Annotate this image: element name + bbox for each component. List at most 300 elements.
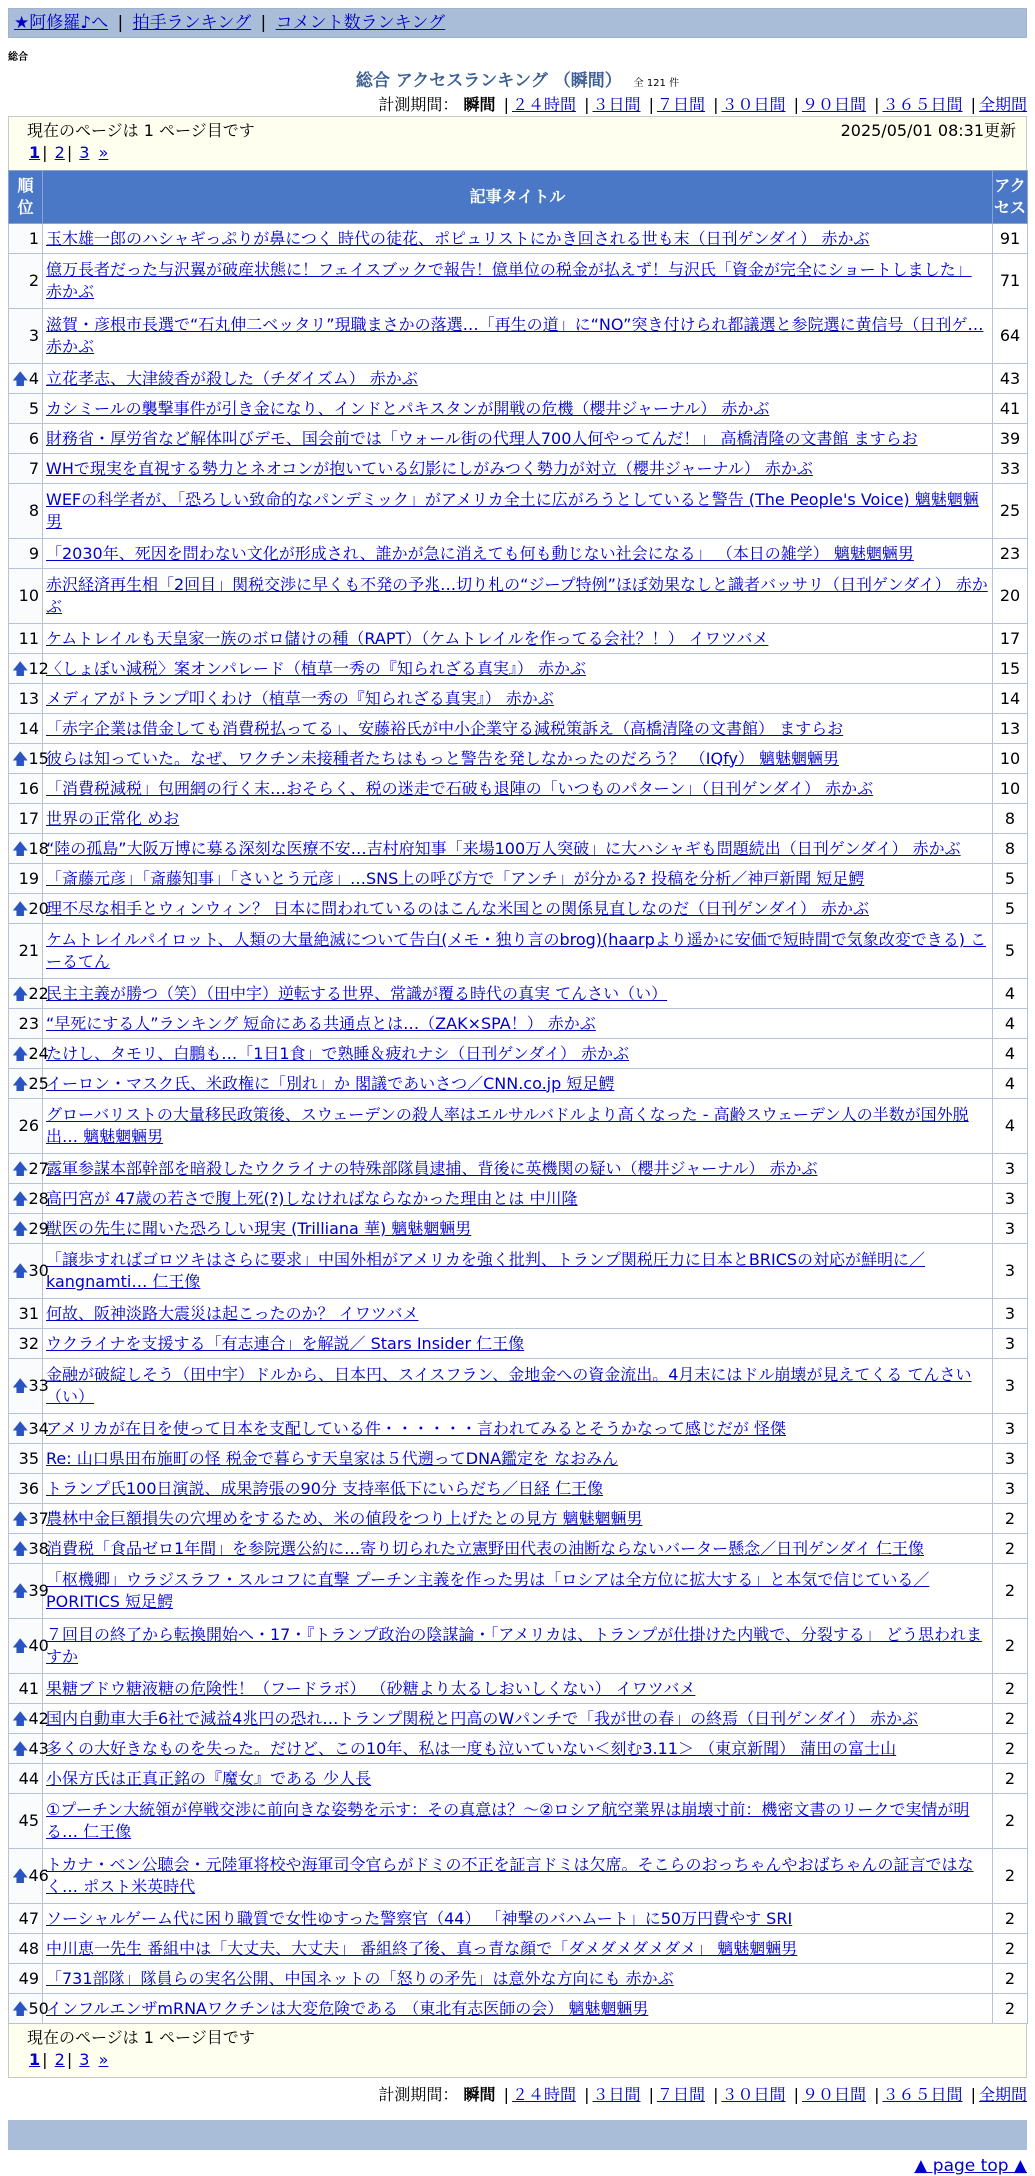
access-count: 23: [993, 539, 1028, 569]
rank-number: 19: [18, 868, 39, 888]
page-link-2[interactable]: 2: [54, 2050, 65, 2069]
title-cell: [43, 1474, 993, 1504]
rank-number: 23: [18, 1013, 39, 1033]
access-count: 2: [993, 1794, 1028, 1849]
rank-cell: [9, 394, 43, 424]
rank-up-arrow-icon: 🡅: [12, 748, 29, 768]
rank-number: 33: [28, 1376, 49, 1395]
rank-cell: [9, 484, 43, 539]
next-page-link[interactable]: »: [98, 143, 109, 162]
table-row: [9, 1619, 1028, 1674]
rank-column-header: 順位: [9, 171, 43, 224]
rank-number: 21: [18, 941, 39, 960]
title-cell: [43, 979, 993, 1009]
rank-cell: [9, 744, 49, 774]
table-row: [9, 1564, 1028, 1619]
table-row: [9, 1444, 1028, 1474]
rank-number: 4: [28, 368, 39, 388]
article-title-link[interactable]: ソーシャルゲーム代に困り職質で女性ゆすった警察官（44） 「神撃のバハムート」に50万円費やす SRI: [46, 1908, 793, 1928]
access-count: 43: [993, 364, 1028, 394]
article-title-link[interactable]: 露軍参謀本部幹部を暗殺したウクライナの特殊部隊員逮捕、背後に英機関の疑い（櫻井ジャーナル） 赤かぶ: [46, 1158, 818, 1178]
rank-cell: [9, 979, 49, 1009]
article-title-link[interactable]: 「731部隊」隊員らの実名公開、中国ネットの「怒りの矛先」は意外な方向にも 赤かぶ: [46, 1968, 674, 1988]
rank-cell: [9, 1099, 43, 1154]
rank-cell: [9, 1009, 43, 1039]
table-row: [9, 894, 1028, 924]
article-title-link[interactable]: 〈しょぼい減税〉案オンパレード（植草一秀の『知られざる真実』） 赤かぶ: [46, 658, 586, 678]
access-count: 2: [993, 1734, 1028, 1764]
rank-number: 42: [28, 1708, 49, 1728]
article-title-link[interactable]: ケムトレイルも天皇家一族のボロ儲けの種（RAPT）（ケムトレイルを作ってる会社？！） イワツバメ: [46, 628, 769, 648]
article-title-link[interactable]: ケムトレイルパイロット、人類の大量絶滅について告白(メモ・独り言のbrog)(haarpより遥かに安価で短時間で気象改変できる) こーるてん: [46, 930, 987, 971]
title-cell: [43, 1154, 993, 1184]
access-count: 39: [993, 424, 1028, 454]
access-count: 2: [993, 1904, 1028, 1934]
title-cell: [43, 744, 993, 774]
rank-cell: [9, 1214, 49, 1244]
access-count: 8: [993, 804, 1028, 834]
rank-up-arrow-icon: 🡅: [12, 1218, 29, 1238]
footer-bar: [8, 2120, 1027, 2150]
title-cell: [43, 1444, 993, 1474]
article-title-link[interactable]: カシミールの襲撃事件が引き金になり、インドとパキスタンが開戦の危機（櫻井ジャーナル） 赤かぶ: [46, 398, 770, 418]
access-count: 2: [993, 1764, 1028, 1794]
table-row: [9, 1154, 1028, 1184]
article-title-link[interactable]: WEFの科学者が、「恐ろしい致命的なパンデミック」がアメリカ全土に広がろうとしていると警告 (The People's Voice) 魑魅魍魎男: [46, 490, 979, 531]
title-cell: [43, 624, 993, 654]
rank-up-arrow-icon: 🡅: [12, 1261, 29, 1280]
article-title-link[interactable]: “早死にする人”ランキング 短命にある共通点とは…（ZAK×SPA！） 赤かぶ: [46, 1013, 596, 1033]
rank-number: 45: [18, 1811, 39, 1830]
rank-cell: [9, 1964, 43, 1994]
rank-number: 14: [18, 718, 39, 738]
access-count: 3: [993, 1214, 1028, 1244]
article-title-link[interactable]: 「赤字企業は借金しても消費税払ってる」、安藤裕氏が中小企業守る減税策訴え（高橋清隆の文書館） ますらお: [46, 718, 844, 738]
title-cell: [43, 894, 993, 924]
rank-number: 17: [18, 808, 39, 828]
title-cell: [43, 1994, 993, 2024]
access-count: 14: [993, 684, 1028, 714]
title-cell: [43, 1764, 993, 1794]
article-title-link[interactable]: 彼らは知っていた。なぜ、ワクチン未接種者たちはもっと警告を発しなかったのだろう？ （IQfy） 魑魅魍魎男: [46, 748, 840, 768]
period-link-90d[interactable]: ９０日間: [801, 2085, 866, 2104]
table-row: [9, 1069, 1028, 1099]
period-selector-top: 計測期間： 瞬間 | ２４時間 | ３日間 | ７日間 | ３０日間 | ９０日間 | ３６５日間 | 全期間: [378, 95, 1027, 114]
article-title-link[interactable]: 獣医の先生に聞いた恐ろしい現実 (Trilliana 華) 魑魅魍魎男: [46, 1218, 472, 1238]
access-count: 4: [993, 1039, 1028, 1069]
article-title-link[interactable]: 金融が破綻しそう（田中宇）ドルから、日本円、スイスフラン、金地金への資金流出。4月末にはドル崩壊が見えてくる てんさい（い）: [46, 1365, 972, 1406]
access-count: 3: [993, 1444, 1028, 1474]
table-row: [9, 804, 1028, 834]
table-row: [9, 1934, 1028, 1964]
article-title-link[interactable]: 玉木雄一郎のハシャギっぷりが鼻につく 時代の徒花、ポピュリストにかき回される世も末（日刊ゲンダイ） 赤かぶ: [46, 228, 870, 248]
rank-number: 37: [28, 1508, 49, 1528]
article-title-link[interactable]: 理不尽な相手とウィンウィン？ 日本に問われているのはこんな米国との関係見直しなのだ（日刊ゲンダイ） 赤かぶ: [46, 898, 869, 918]
page-title: 総合 アクセスランキング （瞬間）: [355, 71, 622, 91]
rank-number: 49: [18, 1968, 39, 1988]
rank-number: 18: [28, 838, 49, 858]
table-row: [9, 1244, 1028, 1299]
article-title-link[interactable]: 世界の正常化 めお: [46, 808, 180, 828]
period-current: 瞬間: [463, 95, 496, 114]
table-row: [9, 454, 1028, 484]
period-link-30d[interactable]: ３０日間: [721, 2085, 786, 2104]
rank-cell: [9, 1504, 49, 1534]
period-selector-bottom: 計測期間： 瞬間 | ２４時間 | ３日間 | ７日間 | ３０日間 | ９０日間 | ３６５日間 | 全期間: [378, 2085, 1027, 2104]
access-count: 10: [993, 774, 1028, 804]
table-row: [9, 1904, 1028, 1934]
rank-cell: [9, 424, 43, 454]
table-row: [9, 684, 1028, 714]
updated-timestamp: 2025/05/01 08:31更新: [840, 121, 1016, 140]
title-cell: [43, 224, 993, 254]
table-row: [9, 1214, 1028, 1244]
table-row: [9, 774, 1028, 804]
period-link-365d[interactable]: ３６５日間: [882, 95, 963, 114]
page-link-1[interactable]: 1: [29, 143, 41, 162]
title-cell: [43, 714, 993, 744]
page-top-link[interactable]: ▲ page top ▲: [914, 2156, 1027, 2176]
article-title-link[interactable]: 何故、阪神淡路大震災は起こったのか？ イワツバメ: [46, 1303, 419, 1323]
rank-number: 48: [18, 1938, 39, 1958]
rank-cell: [9, 924, 43, 979]
access-count: 3: [993, 1414, 1028, 1444]
period-label: 計測期間：: [378, 2085, 459, 2104]
article-title-link[interactable]: 果糖ブドウ糖液糖の危険性！（フードラボ） （砂糖より太るしおいしくない） イワツバメ: [46, 1678, 696, 1698]
nav-separator: |: [260, 13, 267, 33]
article-title-link[interactable]: 赤沢経済再生相「2回目」関税交渉に早くも不発の予兆…切り札の“ジープ特例”ほぼ効果なしと識者バッサリ（日刊ゲンダイ） 赤かぶ: [46, 575, 988, 616]
article-title-link[interactable]: 中川恵一先生 番組中は「大丈夫、大丈夫」 番組終了後、真っ青な顔で「ダメダメダメダメ」 魑魅魍魎男: [46, 1938, 798, 1958]
title-cell: [43, 864, 993, 894]
access-count: 3: [993, 1474, 1028, 1504]
rank-cell: [9, 1674, 43, 1704]
article-title-link[interactable]: トカナ・ベン公聴会・元陸軍将校や海軍司令官らがドミの不正を証言ドミは欠席。そこらのおっちゃんやおばちゃんの証言ではなく… ポスト米英時代: [46, 1855, 974, 1896]
table-row: [9, 654, 1028, 684]
title-cell: [43, 364, 993, 394]
page-link-3[interactable]: 3: [79, 143, 90, 162]
title-cell: [43, 254, 993, 309]
ranking-table: [8, 170, 1028, 2024]
table-header-row: [9, 171, 1028, 224]
table-row: [9, 1764, 1028, 1794]
rank-up-arrow-icon: 🡅: [12, 1738, 29, 1758]
rank-up-arrow-icon: 🡅: [12, 368, 29, 388]
period-link-30d[interactable]: ３０日間: [721, 95, 786, 114]
rank-cell: [9, 1794, 43, 1849]
access-count: 4: [993, 1099, 1028, 1154]
access-count: 2: [993, 1934, 1028, 1964]
rank-number: 24: [28, 1043, 49, 1063]
page: [0, 8, 1035, 2176]
access-count: 2: [993, 1849, 1028, 1904]
article-title-link[interactable]: トランプ氏100日演説、成果誇張の90分 支持率低下にいらだち／日経 仁王像: [46, 1478, 604, 1498]
access-count: 25: [993, 484, 1028, 539]
rank-cell: [9, 254, 43, 309]
title-cell: [43, 1359, 993, 1414]
rank-number: 9: [28, 543, 39, 563]
table-row: [9, 224, 1028, 254]
access-count: 2: [993, 1504, 1028, 1534]
title-cell: [43, 1964, 993, 1994]
period-link-3d[interactable]: ３日間: [592, 2085, 641, 2104]
rank-up-arrow-icon: 🡅: [12, 1508, 29, 1528]
rank-up-arrow-icon: 🡅: [12, 1866, 29, 1885]
rank-number: 12: [28, 658, 49, 678]
rank-cell: [9, 1359, 49, 1414]
period-current: 瞬間: [463, 2085, 496, 2104]
article-title-link[interactable]: たけし、タモリ、白鵬も…「1日1食」で熟睡＆疲れナシ（日刊ゲンダイ） 赤かぶ: [46, 1043, 630, 1063]
article-title-link[interactable]: 「2030年、死因を問わない文化が形成され、誰かが急に消えても何も動じない社会になる」 （本日の雑学） 魑魅魍魎男: [46, 543, 914, 563]
table-row: [9, 254, 1028, 309]
rank-number: 20: [28, 898, 49, 918]
pager-bottom: 1 | 2 | 3 »: [29, 2050, 109, 2069]
table-row: [9, 1674, 1028, 1704]
rank-number: 5: [28, 398, 39, 418]
title-cell: [43, 1214, 993, 1244]
rank-number: 15: [28, 748, 49, 768]
access-count: 8: [993, 834, 1028, 864]
rank-up-arrow-icon: 🡅: [12, 1636, 29, 1655]
article-title-link[interactable]: 消費税「食品ゼロ1年間」を参院選公約に…寄り切られた立憲野田代表の油断ならないバーター懸念／日刊ゲンダイ 仁王像: [46, 1538, 924, 1558]
rank-number: 47: [18, 1908, 39, 1928]
rank-cell: [9, 539, 43, 569]
article-title-link[interactable]: メディアがトランプ叩くわけ（植草一秀の『知られざる真実』） 赤かぶ: [46, 688, 554, 708]
article-title-link[interactable]: グローバリストの大量移民政策後、スウェーデンの殺人率はエルサルバドルより高くなった - 高齢スウェーデン人の半数が国外脱出… 魑魅魍魎男: [46, 1105, 969, 1146]
article-title-link[interactable]: 立花孝志、大津綾香が殺した（チダイズム） 赤かぶ: [46, 368, 418, 388]
period-link-365d[interactable]: ３６５日間: [882, 2085, 963, 2104]
next-page-link[interactable]: »: [98, 2050, 109, 2069]
table-row: [9, 924, 1028, 979]
rank-cell: [9, 1734, 49, 1764]
rank-cell: [9, 1414, 49, 1444]
access-count: 2: [993, 1704, 1028, 1734]
rank-cell: [9, 684, 43, 714]
table-row: [9, 1704, 1028, 1734]
period-link-3d[interactable]: ３日間: [592, 95, 641, 114]
rank-cell: [9, 864, 43, 894]
table-row: [9, 1184, 1028, 1214]
article-title-link[interactable]: アメリカが在日を使って日本を支配している件・・・・・・言われてみるとそうかなって感じだが 怪傑: [46, 1418, 786, 1438]
rank-number: 32: [18, 1333, 39, 1353]
title-cell: [43, 774, 993, 804]
access-count: 2: [993, 1964, 1028, 1994]
rank-number: 3: [28, 326, 39, 345]
title-cell: [43, 684, 993, 714]
title-cell: [43, 539, 993, 569]
title-cell: [43, 654, 993, 684]
article-title-link[interactable]: 「斎藤元彦」「斎藤知事」「さいとう元彦」…SNS上の呼び方で「アンチ」が分かる? 投稿を分析／神戸新聞 短足鰐: [46, 868, 865, 888]
rank-cell: [9, 894, 49, 924]
rank-cell: [9, 364, 43, 394]
nav-separator: |: [117, 13, 124, 33]
rank-cell: [9, 1564, 49, 1619]
comment-ranking-link[interactable]: コメント数ランキング: [275, 13, 446, 33]
title-cell: [43, 1299, 993, 1329]
ashura-home-link[interactable]: ★阿修羅♪へ: [14, 13, 109, 33]
top-navigation-bar: [8, 8, 1027, 38]
article-title-link[interactable]: 農林中金巨額損失の穴埋めをするため、米の値段をつり上げたとの見方 魑魅魍魎男: [46, 1508, 643, 1528]
title-cell: [43, 309, 993, 364]
title-cell: [43, 1184, 993, 1214]
title-cell: [43, 1534, 993, 1564]
access-count: 64: [993, 309, 1028, 364]
rank-number: 34: [28, 1418, 49, 1438]
title-cell: [43, 1504, 993, 1534]
article-title-link[interactable]: 億万長者だった与沢翼が破産状態に！フェイスブックで報告！億単位の税金が払えず！与沢氏「資金が完全にショートしました」 赤かぶ: [46, 260, 972, 301]
article-title-link[interactable]: イーロン・マスク氏、米政権に「別れ」か 閣議であいさつ／CNN.co.jp 短足鰐: [46, 1073, 615, 1093]
article-title-link[interactable]: 民主主義が勝つ（笑）（田中宇）逆転する世界、常識が覆る時代の真実 てんさい（い）: [46, 983, 668, 1003]
article-title-link[interactable]: 「消費税減税」包囲網の行く末…おそらく、税の迷走で石破も退陣の「いつものパターン」（日刊ゲンダイ） 赤かぶ: [46, 778, 874, 798]
title-cell: [43, 1794, 993, 1849]
table-row: [9, 1474, 1028, 1504]
access-count: 5: [993, 864, 1028, 894]
title-cell: [43, 1009, 993, 1039]
access-count: 4: [993, 1069, 1028, 1099]
table-row: [9, 569, 1028, 624]
total-count: 全 121 件: [633, 78, 680, 89]
rank-cell: [9, 1764, 43, 1794]
access-count: 20: [993, 569, 1028, 624]
access-count: 3: [993, 1359, 1028, 1414]
access-count: 17: [993, 624, 1028, 654]
article-title-link[interactable]: 高円宮が 47歳の若さで腹上死(?)しなければならなかった理由とは 中川隆: [46, 1188, 578, 1208]
rank-up-arrow-icon: 🡅: [12, 1376, 29, 1395]
article-title-link[interactable]: WHで現実を直視する勢力とネオコンが抱いている幻影にしがみつく勢力が対立（櫻井ジャーナル） 赤かぶ: [46, 458, 813, 478]
rank-up-arrow-icon: 🡅: [12, 983, 29, 1003]
title-cell: [43, 1904, 993, 1934]
table-row: [9, 309, 1028, 364]
article-title-link[interactable]: ウクライナを支援する「有志連合」を解説／ Stars Insider 仁王像: [46, 1333, 525, 1353]
rank-cell: [9, 1994, 49, 2024]
ranking-table-body: [9, 224, 1028, 2024]
access-count: 4: [993, 1009, 1028, 1039]
table-row: [9, 539, 1028, 569]
rank-cell: [9, 1619, 49, 1674]
access-count: 91: [993, 224, 1028, 254]
ranking-heading: [0, 66, 1035, 91]
rank-cell: [9, 804, 43, 834]
table-row: [9, 1329, 1028, 1359]
period-link-7d[interactable]: ７日間: [656, 2085, 705, 2104]
access-count: 41: [993, 394, 1028, 424]
rank-cell: [9, 1329, 43, 1359]
page-info-top: [8, 116, 1027, 170]
rank-cell: [9, 224, 43, 254]
table-row: [9, 1994, 1028, 2024]
rank-number: 38: [28, 1538, 49, 1558]
access-column-header: アクセス: [993, 171, 1028, 224]
article-title-link[interactable]: 多くの大好きなものを失った。だけど、この10年、私は一度も泣いていない＜刻む3.11＞ （東京新聞） 蒲田の富士山: [46, 1738, 897, 1758]
rank-up-arrow-icon: 🡅: [12, 1581, 29, 1600]
rank-number: 22: [28, 983, 49, 1003]
title-cell: [43, 1934, 993, 1964]
period-link-all[interactable]: 全期間: [978, 2085, 1027, 2104]
table-row: [9, 864, 1028, 894]
rank-up-arrow-icon: 🡅: [12, 1538, 29, 1558]
page-link-3[interactable]: 3: [79, 2050, 90, 2069]
rank-cell: [9, 834, 49, 864]
table-row: [9, 744, 1028, 774]
article-title-link[interactable]: 小保方氏は正真正銘の『魔女』である 少人長: [46, 1768, 372, 1788]
table-row: [9, 1359, 1028, 1414]
access-count: 2: [993, 1619, 1028, 1674]
title-cell: [43, 1329, 993, 1359]
article-title-link[interactable]: 財務省・厚労省など解体叫びデモ、国会前では「ウォール街の代理人700人何やってんだ！」 高橋清隆の文書館 ますらお: [46, 428, 918, 448]
period-label: 計測期間：: [378, 95, 459, 114]
period-link-90d[interactable]: ９０日間: [801, 95, 866, 114]
rank-up-arrow-icon: 🡅: [12, 1043, 29, 1063]
rank-number: 40: [28, 1636, 49, 1655]
title-cell: [43, 1244, 993, 1299]
title-cell: [43, 484, 993, 539]
article-title-link[interactable]: Re: 山口県田布施町の怪 税金で暮らす天皇家は５代遡ってDNA鑑定を なおみん: [46, 1448, 619, 1468]
article-title-link[interactable]: 「譲歩すればゴロツキはさらに要求」中国外相がアメリカを強く批判、トランプ関税圧力に日本とBRICSの対応が鮮明に／kangnamti… 仁王像: [46, 1250, 926, 1291]
article-title-link[interactable]: 「枢機卿」ウラジスラフ・スルコフに直撃 プーチン主義を作った男は「ロシアは全方位に拡大する」と本気で信じている／PORITICS 短足鰐: [46, 1570, 930, 1611]
rank-number: 43: [28, 1738, 49, 1758]
rank-cell: [9, 1534, 49, 1564]
table-row: [9, 624, 1028, 654]
title-cell: [43, 1674, 993, 1704]
access-count: 3: [993, 1184, 1028, 1214]
period-link-24h[interactable]: ２４時間: [511, 2085, 576, 2104]
period-link-7d[interactable]: ７日間: [656, 95, 705, 114]
article-title-link[interactable]: ①プーチン大統領が停戦交渉に前向きな姿勢を示す：その真意は？～②ロシア航空業界は崩壊寸前：機密文書のリークで実情が明る… 仁王像: [46, 1800, 970, 1841]
title-cell: [43, 1564, 993, 1619]
rank-cell: [9, 1444, 43, 1474]
period-link-24h[interactable]: ２４時間: [511, 95, 576, 114]
table-row: [9, 1734, 1028, 1764]
article-title-link[interactable]: ７回目の終了から転換開始へ・17・『トランプ政治の陰謀論・「アメリカは、トランプが仕掛けた内戦で、分裂する」 どう思われますか: [46, 1625, 983, 1666]
rank-number: 36: [18, 1478, 39, 1498]
access-count: 3: [993, 1244, 1028, 1299]
rank-number: 27: [28, 1158, 49, 1178]
page-info-bottom: [8, 2024, 1027, 2078]
access-count: 2: [993, 1994, 1028, 2024]
applause-ranking-link[interactable]: 拍手ランキング: [132, 13, 252, 33]
rank-cell: [9, 569, 43, 624]
rank-cell: [9, 1299, 43, 1329]
rank-up-arrow-icon: 🡅: [12, 1158, 29, 1178]
title-cell: [43, 1069, 993, 1099]
rank-cell: [9, 309, 43, 364]
table-row: [9, 424, 1028, 454]
rank-cell: [9, 1904, 43, 1934]
article-title-link[interactable]: 国内自動車大手6社で減益4兆円の恐れ…トランプ関税と円高のWパンチで「我が世の春」の終焉（日刊ゲンダイ） 赤かぶ: [46, 1708, 918, 1728]
access-count: 13: [993, 714, 1028, 744]
table-row: [9, 1009, 1028, 1039]
access-count: 4: [993, 979, 1028, 1009]
period-link-all[interactable]: 全期間: [978, 95, 1027, 114]
rank-number: 44: [18, 1768, 39, 1788]
rank-number: 8: [28, 501, 39, 520]
rank-cell: [9, 654, 49, 684]
rank-cell: [9, 714, 43, 744]
page-link-2[interactable]: 2: [54, 143, 65, 162]
title-cell: [43, 1099, 993, 1154]
article-title-link[interactable]: “陸の孤島”大阪万博に募る深刻な医療不安…吉村府知事「来場100万人突破」に大ハシャギも問題続出（日刊ゲンダイ） 赤かぶ: [46, 838, 961, 858]
rank-cell: [9, 624, 43, 654]
title-cell: [43, 454, 993, 484]
rank-cell: [9, 1474, 43, 1504]
article-title-link[interactable]: インフルエンザmRNAワクチンは大変危険である （東北有志医師の会） 魑魅魍魎男: [46, 1998, 649, 2018]
rank-cell: [9, 1244, 49, 1299]
page-link-1[interactable]: 1: [29, 2050, 41, 2069]
rank-cell: [9, 1849, 49, 1904]
table-row: [9, 364, 1028, 394]
rank-number: 28: [28, 1188, 49, 1208]
rank-number: 1: [28, 228, 39, 248]
article-title-link[interactable]: 滋賀・彦根市長選で“石丸伸二ベッタリ”現職まさかの落選…「再生の道」に“NO”突き付けられ都議選と参院選に黄信号（日刊ゲ… 赤かぶ: [46, 315, 984, 356]
